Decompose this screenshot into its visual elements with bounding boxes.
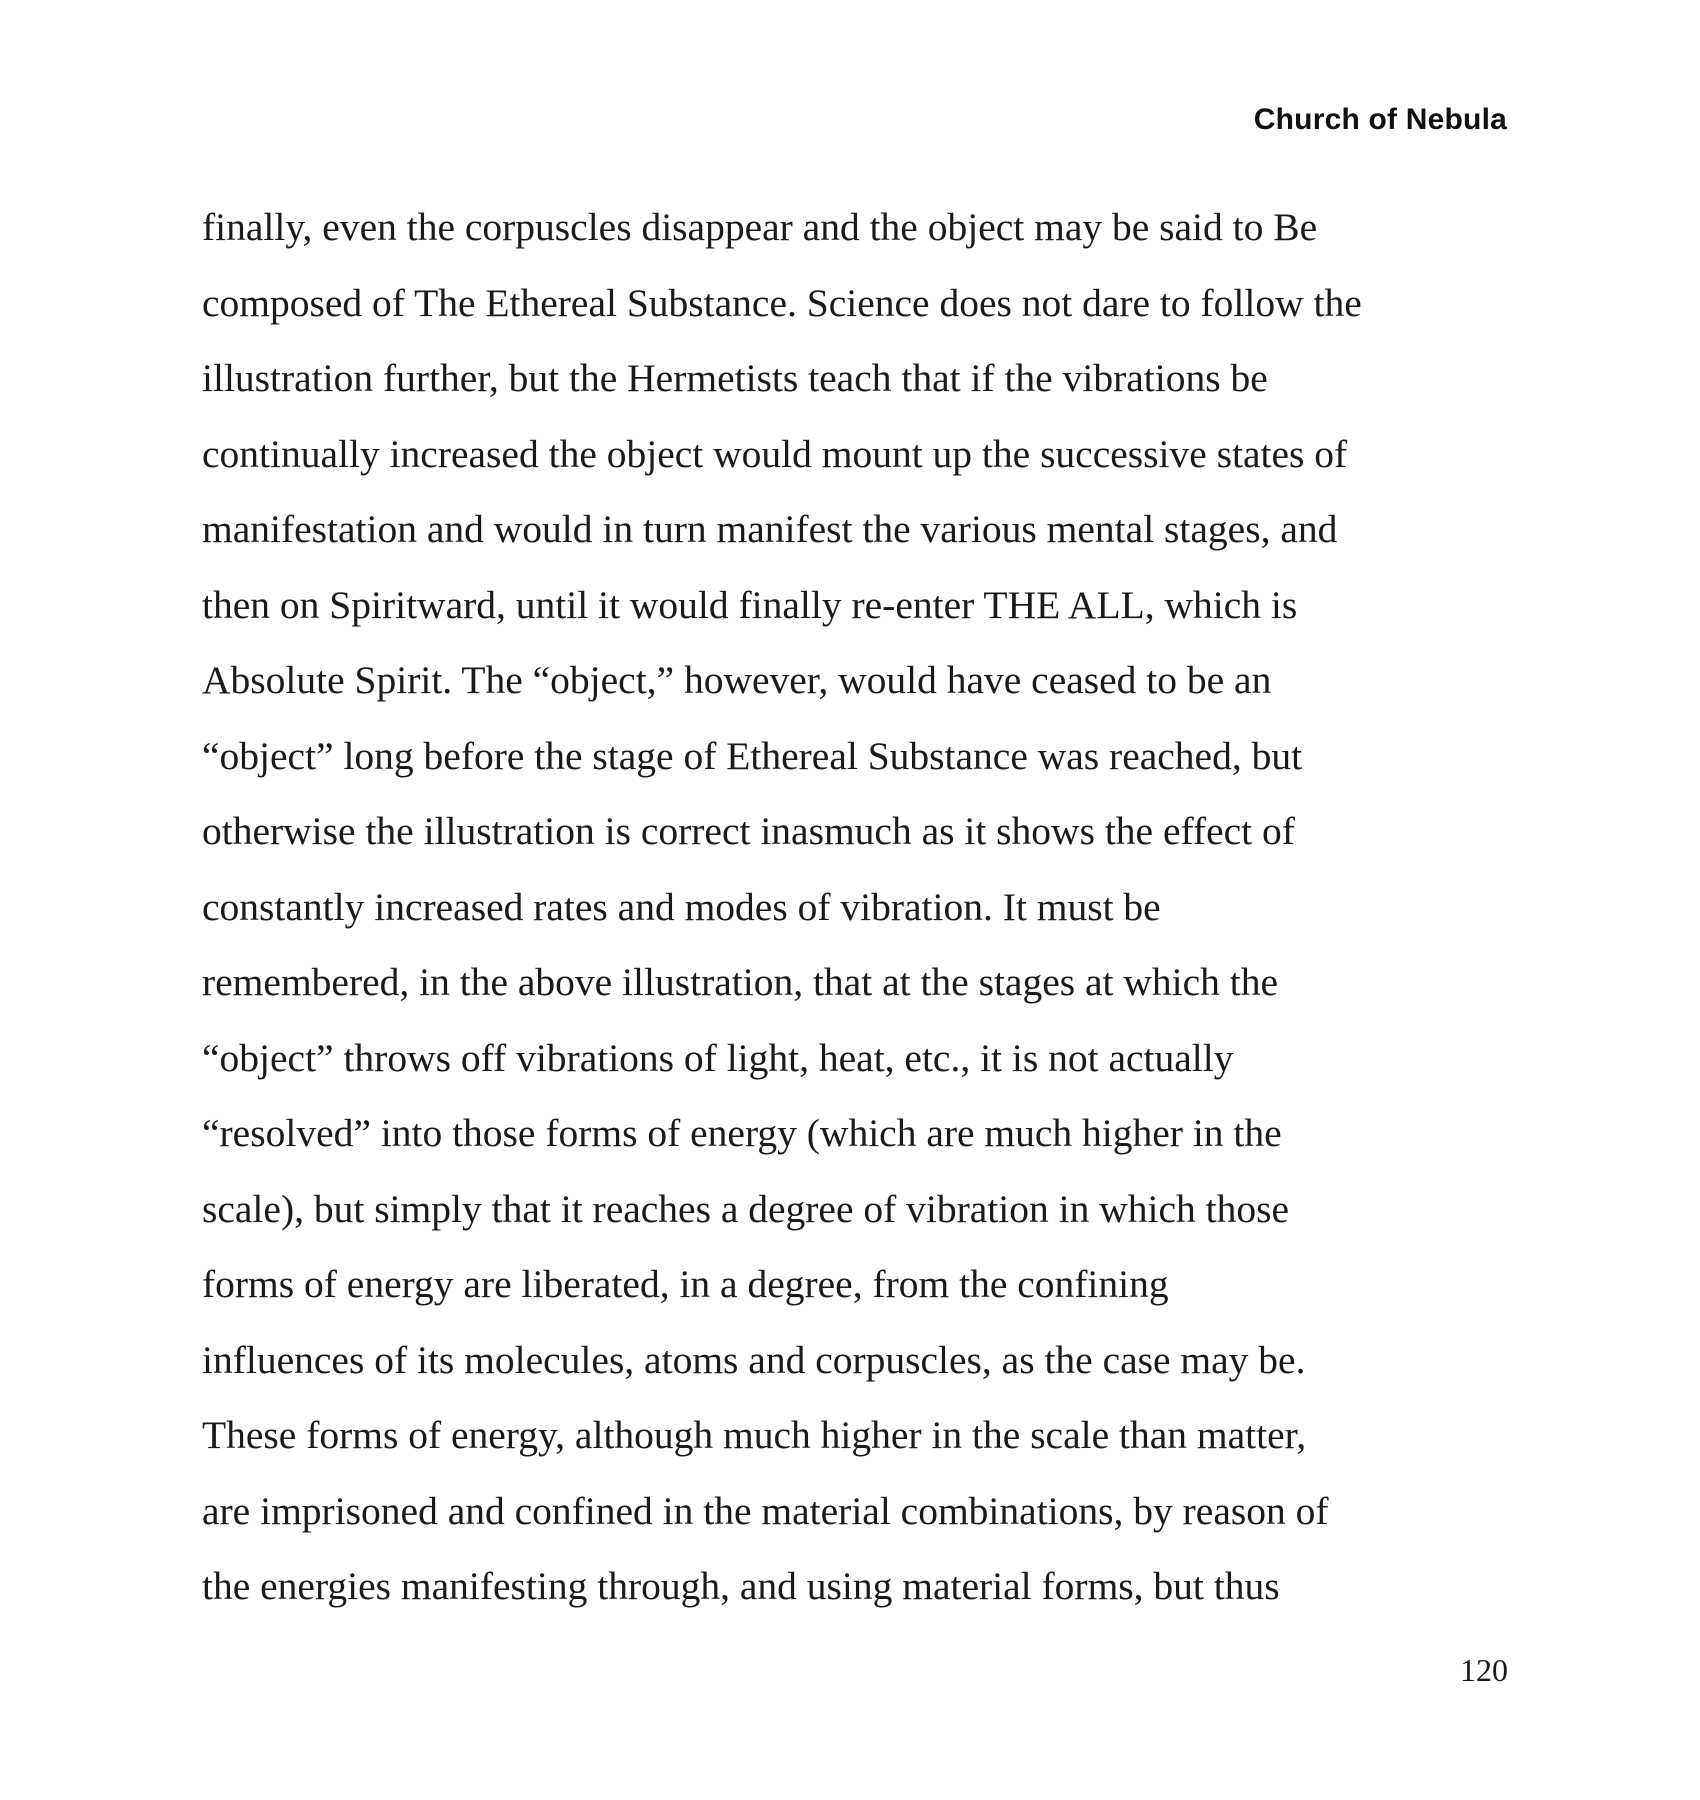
page-number: 120 — [1460, 1652, 1508, 1688]
text-line: “resolved” into those forms of energy (which are much higher in the — [202, 1111, 1282, 1155]
text-line: the energies manifesting through, and using material forms, but thus — [202, 1564, 1280, 1608]
text-line: forms of energy are liberated, in a degree, from the confining — [202, 1262, 1169, 1306]
text-line: constantly increased rates and modes of vibration. It must be — [202, 884, 1161, 929]
text-line: influences of its molecules, atoms and corpuscles, as the case may be. — [202, 1337, 1306, 1382]
text-line: composed of The Ethereal Substance. Science does not dare to follow the — [202, 280, 1362, 325]
body-text — [202, 190, 1502, 1625]
text-line: These forms of energy, although much higher in the scale than matter, — [202, 1413, 1307, 1457]
text-line: are imprisoned and confined in the material combinations, by reason of — [202, 1488, 1329, 1533]
text-line: “object” throws off vibrations of light, heat, etc., it is not actually — [202, 1035, 1234, 1080]
text-line: continually increased the object would mount up the successive states of — [202, 431, 1348, 476]
text-line: manifestation and would in turn manifest the various mental stages, and — [202, 507, 1338, 551]
text-line: finally, even the corpuscles disappear and the object may be said to Be — [202, 205, 1318, 249]
text-line: then on Spiritward, until it would finally re-enter THE ALL, which is — [202, 582, 1298, 627]
text-line: “object” long before the stage of Ethereal Substance was reached, but — [202, 733, 1303, 778]
text-line: Absolute Spirit. The “object,” however, would have ceased to be an — [202, 658, 1272, 702]
text-line: scale), but simply that it reaches a degree of vibration in which those — [202, 1186, 1290, 1231]
text-line: otherwise the illustration is correct inasmuch as it shows the effect of — [202, 809, 1295, 853]
text-line: illustration further, but the Hermetists teach that if the vibrations be — [202, 356, 1268, 400]
running-header: Church of Nebula — [1253, 103, 1507, 136]
text-line: remembered, in the above illustration, that at the stages at which the — [202, 960, 1279, 1004]
